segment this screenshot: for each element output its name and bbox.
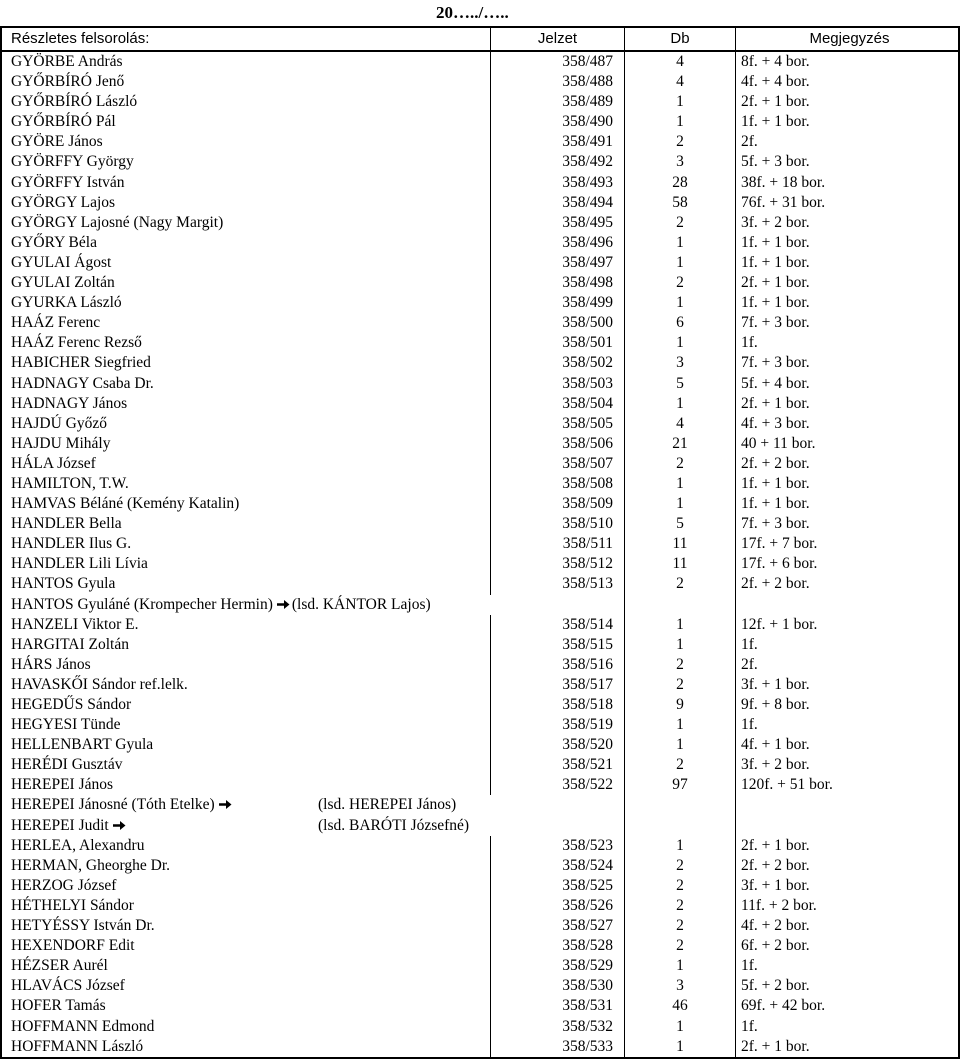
jelzet-cell: 358/512 bbox=[490, 554, 624, 574]
jelzet-cell: 358/520 bbox=[490, 735, 624, 755]
table-row bbox=[0, 816, 960, 836]
jelzet-cell: 358/509 bbox=[490, 494, 624, 514]
note-cell: 5f. + 4 bor. bbox=[735, 374, 960, 394]
jelzet-cell: 358/523 bbox=[490, 836, 624, 856]
jelzet-cell: 358/504 bbox=[490, 394, 624, 414]
db-cell: 97 bbox=[624, 775, 735, 795]
db-cell: 2 bbox=[624, 916, 735, 936]
jelzet-cell: 358/507 bbox=[490, 454, 624, 474]
note-cell: 1f. bbox=[735, 635, 960, 655]
entry-name: HÁRS János bbox=[0, 655, 490, 675]
note-cell: 2f. bbox=[735, 132, 960, 152]
table-row bbox=[0, 112, 960, 132]
note-cell: 1f. bbox=[735, 715, 960, 735]
db-cell: 2 bbox=[624, 273, 735, 293]
table-row bbox=[0, 675, 960, 695]
page-header bbox=[0, 0, 960, 26]
table-row bbox=[0, 333, 960, 353]
db-cell: 1 bbox=[624, 253, 735, 273]
db-cell: 4 bbox=[624, 414, 735, 434]
note-cell: 2f. bbox=[735, 655, 960, 675]
db-cell: 2 bbox=[624, 876, 735, 896]
note-cell: 2f. + 1 bor. bbox=[735, 1037, 960, 1057]
table-row bbox=[0, 1037, 960, 1059]
jelzet-cell: 358/489 bbox=[490, 92, 624, 112]
db-cell: 3 bbox=[624, 152, 735, 172]
note-cell: 3f. + 2 bor. bbox=[735, 213, 960, 233]
table-row bbox=[0, 72, 960, 92]
jelzet-cell: 358/529 bbox=[490, 956, 624, 976]
table-row bbox=[0, 876, 960, 896]
table-row bbox=[0, 755, 960, 775]
table-row bbox=[0, 856, 960, 876]
db-cell: 1 bbox=[624, 1037, 735, 1057]
jelzet-cell: 358/530 bbox=[490, 976, 624, 996]
table-row bbox=[0, 595, 960, 615]
entry-name: HEREPEI János bbox=[0, 775, 490, 795]
entry-name: HABICHER Siegfried bbox=[0, 353, 490, 373]
note-cell bbox=[735, 795, 960, 815]
note-cell: 8f. + 4 bor. bbox=[735, 52, 960, 72]
jelzet-cell: 358/528 bbox=[490, 936, 624, 956]
note-cell: 40 + 11 bor. bbox=[735, 434, 960, 454]
note-cell: 7f. + 3 bor. bbox=[735, 514, 960, 534]
db-cell: 4 bbox=[624, 52, 735, 72]
note-cell: 3f. + 2 bor. bbox=[735, 755, 960, 775]
entry-name: GYÖRFFY György bbox=[0, 152, 490, 172]
entry-name: HLAVÁCS József bbox=[0, 976, 490, 996]
table-row bbox=[0, 394, 960, 414]
db-cell: 11 bbox=[624, 534, 735, 554]
entry-name: HERZOG József bbox=[0, 876, 490, 896]
db-cell: 2 bbox=[624, 755, 735, 775]
jelzet-cell: 358/497 bbox=[490, 253, 624, 273]
note-cell: 1f. + 1 bor. bbox=[735, 253, 960, 273]
note-cell: 1f. + 1 bor. bbox=[735, 494, 960, 514]
note-cell: 1f. bbox=[735, 333, 960, 353]
entry-name: HOFFMANN Edmond bbox=[0, 1017, 490, 1037]
jelzet-cell: 358/516 bbox=[490, 655, 624, 675]
jelzet-cell: 358/531 bbox=[490, 996, 624, 1016]
note-cell: 2f. + 1 bor. bbox=[735, 273, 960, 293]
entry-name: HAVASKŐI Sándor ref.lelk. bbox=[0, 675, 490, 695]
entry-name: GYURKA László bbox=[0, 293, 490, 313]
entry-name: HEGYESI Tünde bbox=[0, 715, 490, 735]
note-cell: 11f. + 2 bor. bbox=[735, 896, 960, 916]
note-cell bbox=[735, 816, 960, 836]
table-row bbox=[0, 1017, 960, 1037]
db-cell: 46 bbox=[624, 996, 735, 1016]
table-row bbox=[0, 574, 960, 594]
entry-name: HAÁZ Ferenc bbox=[0, 313, 490, 333]
jelzet-cell: 358/491 bbox=[490, 132, 624, 152]
entry-name: HANZELI Viktor E. bbox=[0, 615, 490, 635]
table-row bbox=[0, 715, 960, 735]
table-row bbox=[0, 313, 960, 333]
entry-name: HEREPEI Jánosné (Tóth Etelke) bbox=[11, 796, 215, 814]
entry-name: GYÖRBE András bbox=[0, 52, 490, 72]
table-row bbox=[0, 976, 960, 996]
note-cell: 2f. + 1 bor. bbox=[735, 394, 960, 414]
entry-name: HANTOS Gyula bbox=[0, 574, 490, 594]
entry-name: HERLEA, Alexandru bbox=[0, 836, 490, 856]
db-cell: 1 bbox=[624, 293, 735, 313]
db-cell: 3 bbox=[624, 976, 735, 996]
db-cell: 1 bbox=[624, 635, 735, 655]
jelzet-cell: 358/510 bbox=[490, 514, 624, 534]
table-row bbox=[0, 775, 960, 795]
column-header-name: Részletes felsorolás: bbox=[0, 28, 490, 50]
jelzet-cell: 358/498 bbox=[490, 273, 624, 293]
note-cell: 69f. + 42 bor. bbox=[735, 996, 960, 1016]
entry-name: GYÖRFFY István bbox=[0, 173, 490, 193]
jelzet-cell: 358/487 bbox=[490, 52, 624, 72]
table-row bbox=[0, 173, 960, 193]
entry-name: HANDLER Bella bbox=[0, 514, 490, 534]
entry-name: GYŐRBÍRÓ Jenő bbox=[0, 72, 490, 92]
right-arrow-icon bbox=[277, 599, 290, 610]
db-cell: 21 bbox=[624, 434, 735, 454]
reference-cell bbox=[0, 795, 624, 815]
note-cell: 4f. + 3 bor. bbox=[735, 414, 960, 434]
entry-name: HETYÉSSY István Dr. bbox=[0, 916, 490, 936]
table-row bbox=[0, 554, 960, 574]
jelzet-cell: 358/499 bbox=[490, 293, 624, 313]
entry-name: GYŐRBÍRÓ László bbox=[0, 92, 490, 112]
table-row bbox=[0, 293, 960, 313]
db-cell: 2 bbox=[624, 132, 735, 152]
db-cell: 1 bbox=[624, 956, 735, 976]
db-cell: 2 bbox=[624, 675, 735, 695]
note-cell: 17f. + 7 bor. bbox=[735, 534, 960, 554]
jelzet-cell: 358/506 bbox=[490, 434, 624, 454]
table-row bbox=[0, 795, 960, 815]
entry-name: HANDLER Lili Lívia bbox=[0, 554, 490, 574]
note-cell: 12f. + 1 bor. bbox=[735, 615, 960, 635]
table-row bbox=[0, 454, 960, 474]
reference-cell bbox=[0, 595, 624, 615]
db-cell: 1 bbox=[624, 233, 735, 253]
jelzet-cell: 358/500 bbox=[490, 313, 624, 333]
table-row bbox=[0, 434, 960, 454]
note-cell: 5f. + 3 bor. bbox=[735, 152, 960, 172]
column-header-megjegyzes: Megjegyzés bbox=[735, 28, 960, 50]
jelzet-cell: 358/526 bbox=[490, 896, 624, 916]
jelzet-cell: 358/522 bbox=[490, 775, 624, 795]
jelzet-cell: 358/533 bbox=[490, 1037, 624, 1057]
db-cell: 58 bbox=[624, 193, 735, 213]
db-cell: 2 bbox=[624, 896, 735, 916]
db-cell: 2 bbox=[624, 936, 735, 956]
entry-name: HAMVAS Béláné (Kemény Katalin) bbox=[0, 494, 490, 514]
jelzet-cell: 358/501 bbox=[490, 333, 624, 353]
note-cell: 7f. + 3 bor. bbox=[735, 353, 960, 373]
table-row bbox=[0, 936, 960, 956]
entry-name: GYÖRGY Lajosné (Nagy Margit) bbox=[0, 213, 490, 233]
db-cell: 2 bbox=[624, 454, 735, 474]
note-cell: 2f. + 2 bor. bbox=[735, 454, 960, 474]
entry-name: HAMILTON, T.W. bbox=[0, 474, 490, 494]
note-cell bbox=[735, 595, 960, 615]
note-cell: 1f. + 1 bor. bbox=[735, 112, 960, 132]
db-cell: 2 bbox=[624, 856, 735, 876]
entry-name: HAÁZ Ferenc Rezső bbox=[0, 333, 490, 353]
jelzet-cell: 358/518 bbox=[490, 695, 624, 715]
reference-text: (lsd. KÁNTOR Lajos) bbox=[291, 595, 431, 613]
db-cell: 4 bbox=[624, 72, 735, 92]
note-cell: 2f. + 2 bor. bbox=[735, 574, 960, 594]
jelzet-cell: 358/493 bbox=[490, 173, 624, 193]
table-row bbox=[0, 414, 960, 434]
entry-name: HARGITAI Zoltán bbox=[0, 635, 490, 655]
entry-name: HADNAGY János bbox=[0, 394, 490, 414]
jelzet-cell: 358/527 bbox=[490, 916, 624, 936]
table-row bbox=[0, 956, 960, 976]
table-row bbox=[0, 273, 960, 293]
db-cell: 1 bbox=[624, 715, 735, 735]
table-body bbox=[0, 52, 960, 1059]
note-cell: 1f. bbox=[735, 956, 960, 976]
jelzet-cell: 358/511 bbox=[490, 534, 624, 554]
db-cell: 28 bbox=[624, 173, 735, 193]
reference-text: (lsd. BARÓTI Józsefné) bbox=[318, 816, 470, 834]
table-row bbox=[0, 896, 960, 916]
table-row bbox=[0, 836, 960, 856]
jelzet-cell: 358/525 bbox=[490, 876, 624, 896]
entry-name: HERÉDI Gusztáv bbox=[0, 755, 490, 775]
note-cell: 5f. + 2 bor. bbox=[735, 976, 960, 996]
entry-name: HERMAN, Gheorghe Dr. bbox=[0, 856, 490, 876]
entry-name: HÉZSER Aurél bbox=[0, 956, 490, 976]
db-cell: 5 bbox=[624, 374, 735, 394]
table-row bbox=[0, 474, 960, 494]
table-row bbox=[0, 655, 960, 675]
entry-name: HOFER Tamás bbox=[0, 996, 490, 1016]
note-cell: 2f. + 2 bor. bbox=[735, 856, 960, 876]
table-row bbox=[0, 695, 960, 715]
jelzet-cell: 358/532 bbox=[490, 1017, 624, 1037]
jelzet-cell: 358/494 bbox=[490, 193, 624, 213]
jelzet-cell: 358/496 bbox=[490, 233, 624, 253]
entry-name: GYÖRGY Lajos bbox=[0, 193, 490, 213]
db-cell bbox=[624, 816, 735, 836]
entry-name: HÁLA József bbox=[0, 454, 490, 474]
db-cell bbox=[624, 595, 735, 615]
jelzet-cell: 358/524 bbox=[490, 856, 624, 876]
entry-name: GYÖRE János bbox=[0, 132, 490, 152]
right-arrow-icon bbox=[113, 820, 126, 831]
entry-name: HELLENBART Gyula bbox=[0, 735, 490, 755]
note-cell: 4f. + 2 bor. bbox=[735, 916, 960, 936]
jelzet-cell: 358/495 bbox=[490, 213, 624, 233]
entry-name: HANTOS Gyuláné (Krompecher Hermin) bbox=[11, 595, 273, 613]
db-cell: 1 bbox=[624, 615, 735, 635]
db-cell: 1 bbox=[624, 92, 735, 112]
note-cell: 4f. + 1 bor. bbox=[735, 735, 960, 755]
note-cell: 4f. + 4 bor. bbox=[735, 72, 960, 92]
table-row bbox=[0, 615, 960, 635]
note-cell: 1f. + 1 bor. bbox=[735, 293, 960, 313]
table-row bbox=[0, 52, 960, 72]
column-header-db: Db bbox=[624, 28, 735, 50]
table-row bbox=[0, 996, 960, 1016]
jelzet-cell: 358/505 bbox=[490, 414, 624, 434]
note-cell: 2f. + 1 bor. bbox=[735, 92, 960, 112]
jelzet-cell: 358/514 bbox=[490, 615, 624, 635]
entry-name: HOFFMANN László bbox=[0, 1037, 490, 1057]
jelzet-cell: 358/490 bbox=[490, 112, 624, 132]
db-cell: 3 bbox=[624, 353, 735, 373]
jelzet-cell: 358/492 bbox=[490, 152, 624, 172]
table-row bbox=[0, 152, 960, 172]
db-cell: 1 bbox=[624, 494, 735, 514]
jelzet-cell: 358/513 bbox=[490, 574, 624, 594]
db-cell bbox=[624, 795, 735, 815]
note-cell: 1f. + 1 bor. bbox=[735, 474, 960, 494]
entry-name: GYŐRBÍRÓ Pál bbox=[0, 112, 490, 132]
note-cell: 9f. + 8 bor. bbox=[735, 695, 960, 715]
table-row bbox=[0, 353, 960, 373]
db-cell: 1 bbox=[624, 735, 735, 755]
db-cell: 1 bbox=[624, 836, 735, 856]
entry-name: HANDLER Ilus G. bbox=[0, 534, 490, 554]
entry-name: HEREPEI Judit bbox=[11, 816, 109, 834]
db-cell: 2 bbox=[624, 655, 735, 675]
jelzet-cell: 358/503 bbox=[490, 374, 624, 394]
note-cell: 6f. + 2 bor. bbox=[735, 936, 960, 956]
note-cell: 1f. + 1 bor. bbox=[735, 233, 960, 253]
table-row bbox=[0, 92, 960, 112]
right-arrow-icon bbox=[219, 799, 232, 810]
table-row bbox=[0, 213, 960, 233]
entry-name: HAJDÚ Győző bbox=[0, 414, 490, 434]
table-row bbox=[0, 735, 960, 755]
table-row bbox=[0, 374, 960, 394]
note-cell: 3f. + 1 bor. bbox=[735, 876, 960, 896]
table-row bbox=[0, 635, 960, 655]
entry-name: GYULAI Zoltán bbox=[0, 273, 490, 293]
entry-name: HADNAGY Csaba Dr. bbox=[0, 374, 490, 394]
table-row bbox=[0, 253, 960, 273]
column-header-jelzet: Jelzet bbox=[490, 28, 624, 50]
db-cell: 1 bbox=[624, 112, 735, 132]
entry-name: HAJDU Mihály bbox=[0, 434, 490, 454]
note-cell: 7f. + 3 bor. bbox=[735, 313, 960, 333]
table-row bbox=[0, 233, 960, 253]
db-cell: 1 bbox=[624, 394, 735, 414]
table-row bbox=[0, 132, 960, 152]
jelzet-cell: 358/502 bbox=[490, 353, 624, 373]
reference-cell bbox=[0, 816, 624, 836]
date-placeholder: 20…../….. bbox=[436, 3, 509, 22]
entry-name: GYŐRY Béla bbox=[0, 233, 490, 253]
inventory-table bbox=[0, 26, 960, 1059]
entry-name: GYULAI Ágost bbox=[0, 253, 490, 273]
note-cell: 17f. + 6 bor. bbox=[735, 554, 960, 574]
db-cell: 1 bbox=[624, 474, 735, 494]
jelzet-cell: 358/521 bbox=[490, 755, 624, 775]
note-cell: 1f. bbox=[735, 1017, 960, 1037]
db-cell: 2 bbox=[624, 213, 735, 233]
jelzet-cell: 358/508 bbox=[490, 474, 624, 494]
jelzet-cell: 358/515 bbox=[490, 635, 624, 655]
table-row bbox=[0, 193, 960, 213]
db-cell: 6 bbox=[624, 313, 735, 333]
reference-text: (lsd. HEREPEI János) bbox=[318, 796, 457, 814]
entry-name: HÉTHELYI Sándor bbox=[0, 896, 490, 916]
note-cell: 76f. + 31 bor. bbox=[735, 193, 960, 213]
table-row bbox=[0, 534, 960, 554]
db-cell: 9 bbox=[624, 695, 735, 715]
entry-name: HEXENDORF Edit bbox=[0, 936, 490, 956]
note-cell: 120f. + 51 bor. bbox=[735, 775, 960, 795]
jelzet-cell: 358/519 bbox=[490, 715, 624, 735]
note-cell: 2f. + 1 bor. bbox=[735, 836, 960, 856]
db-cell: 1 bbox=[624, 333, 735, 353]
jelzet-cell: 358/517 bbox=[490, 675, 624, 695]
table-row bbox=[0, 494, 960, 514]
table-header bbox=[0, 26, 960, 52]
table-row bbox=[0, 916, 960, 936]
db-cell: 5 bbox=[624, 514, 735, 534]
note-cell: 38f. + 18 bor. bbox=[735, 173, 960, 193]
db-cell: 1 bbox=[624, 1017, 735, 1037]
jelzet-cell: 358/488 bbox=[490, 72, 624, 92]
note-cell: 3f. + 1 bor. bbox=[735, 675, 960, 695]
table-row bbox=[0, 514, 960, 534]
entry-name: HEGEDŰS Sándor bbox=[0, 695, 490, 715]
db-cell: 2 bbox=[624, 574, 735, 594]
db-cell: 11 bbox=[624, 554, 735, 574]
